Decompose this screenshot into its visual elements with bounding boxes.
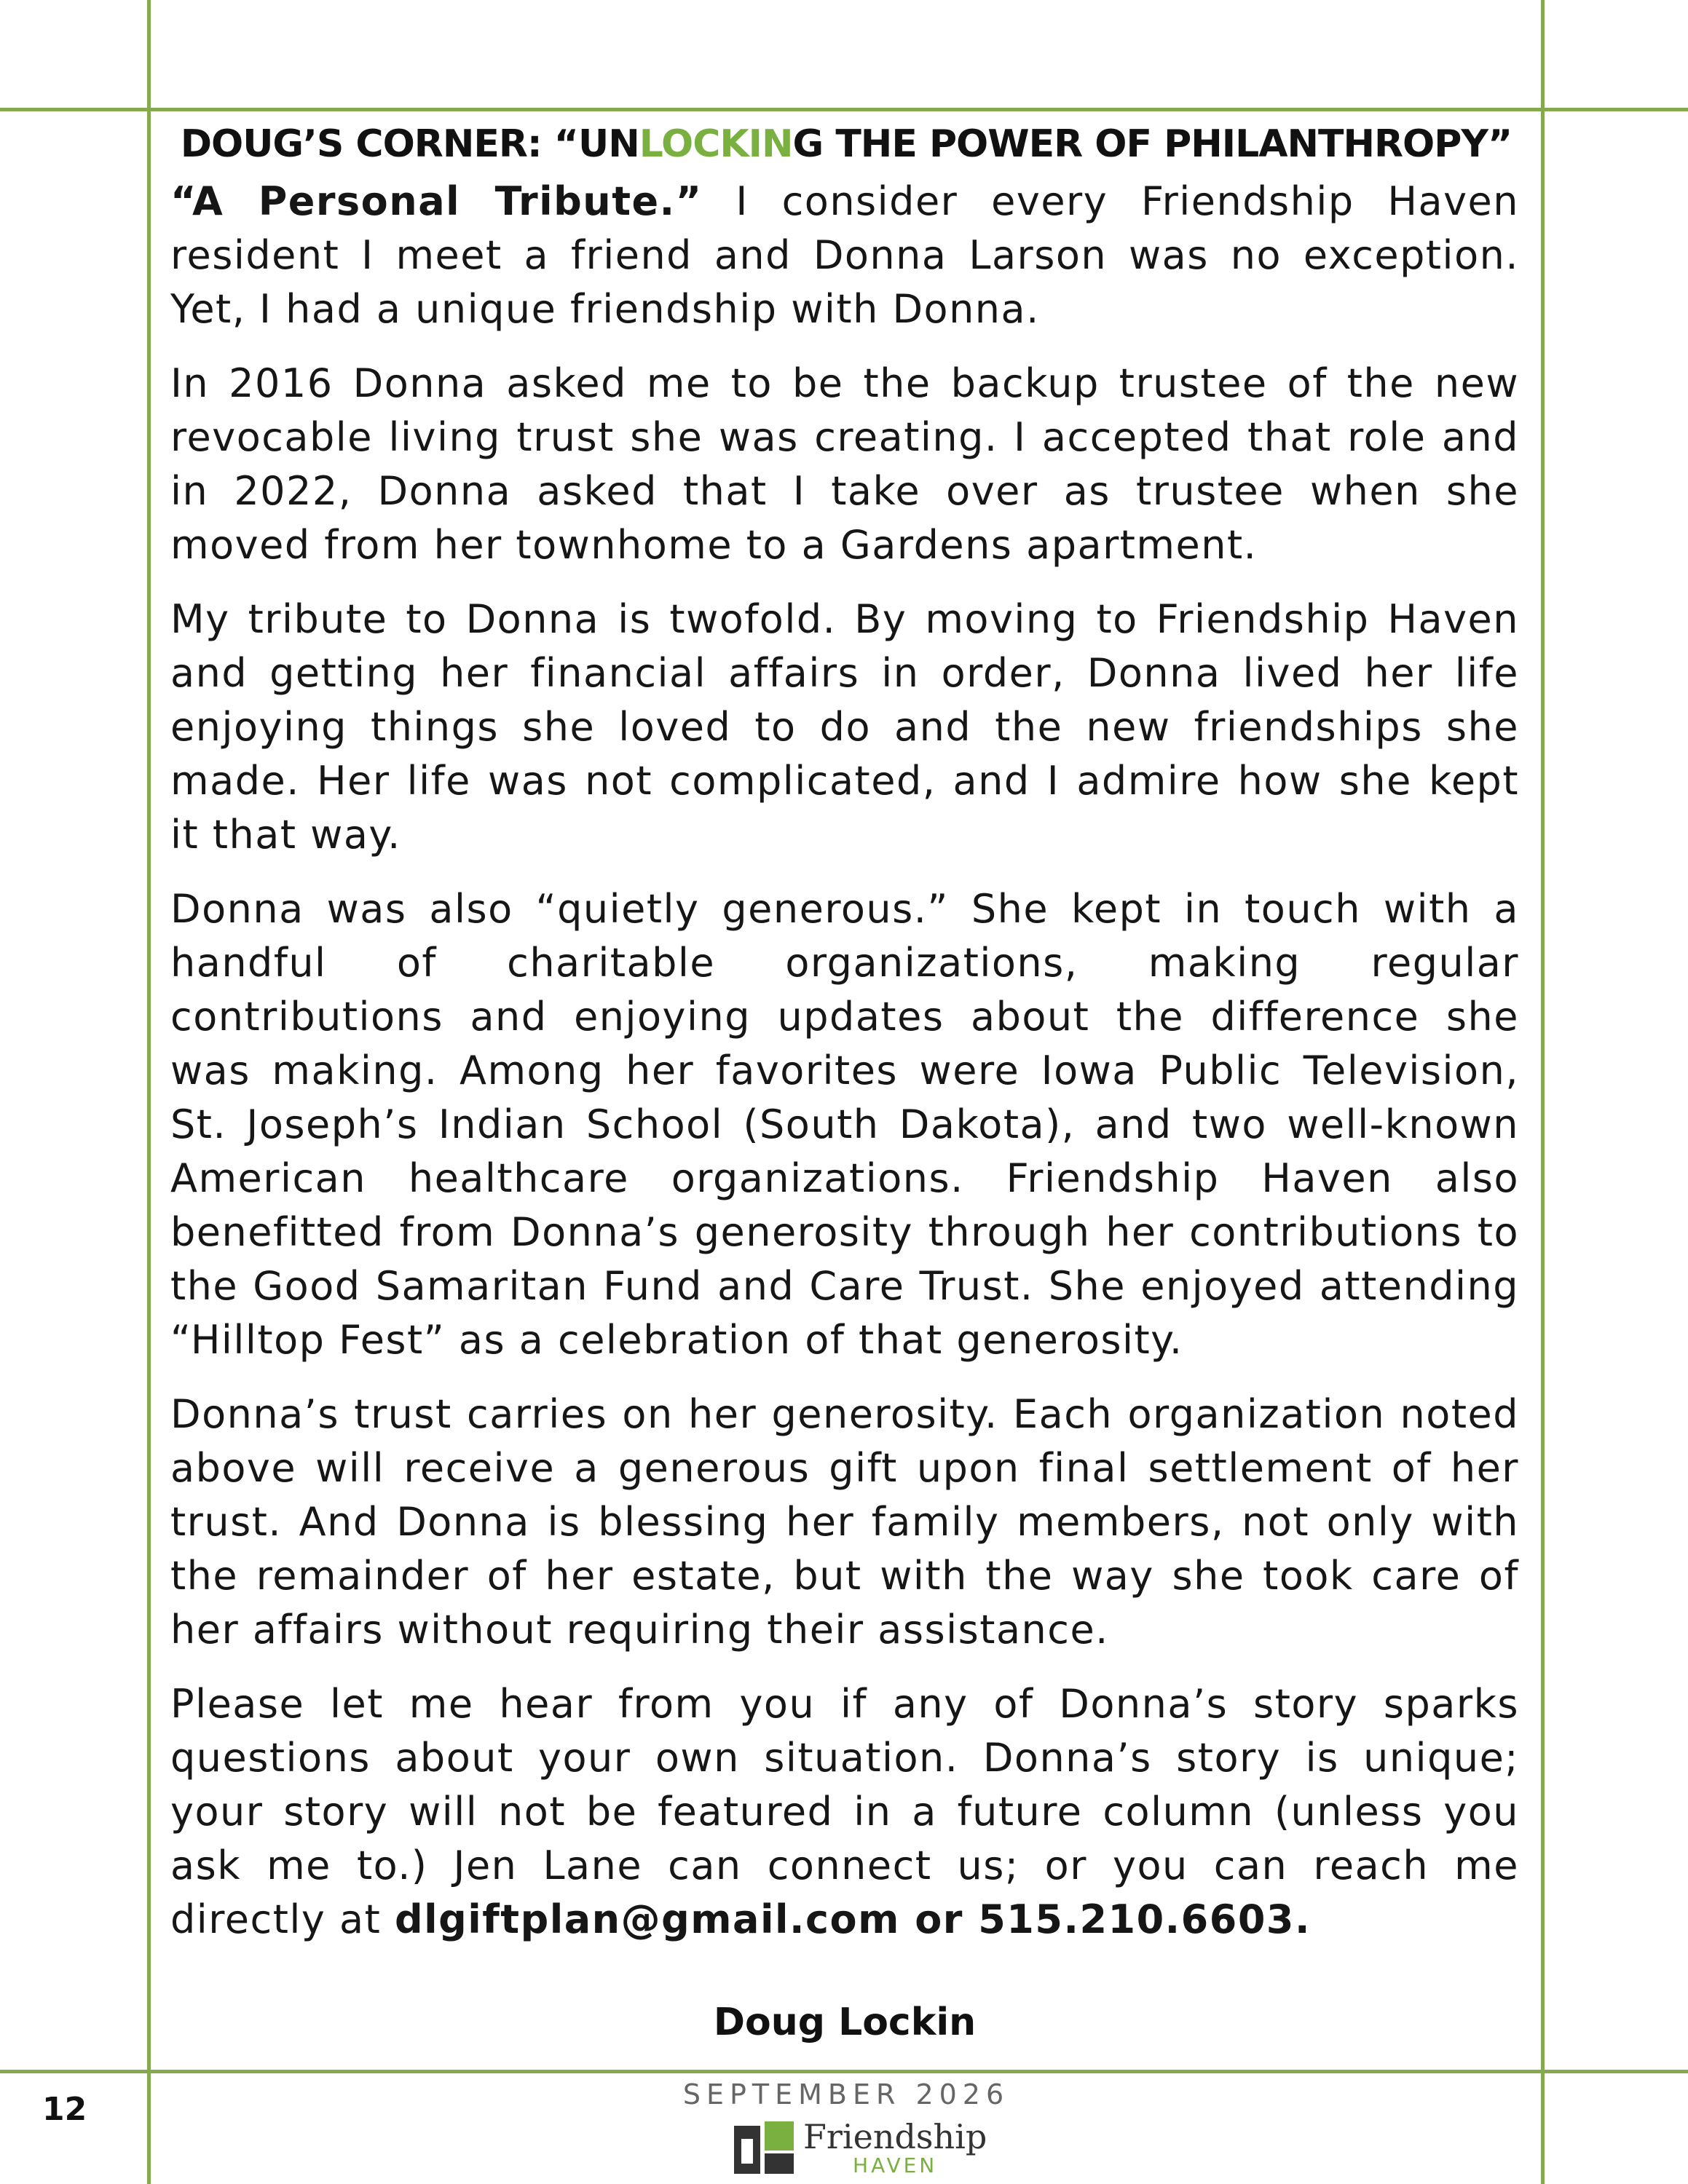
frame-top-line <box>0 108 1688 111</box>
paragraph-3: My tribute to Donna is twofold. By moving to Friendship Haven and getting her financial affairs in order, Donna lived her life enjoying things she loved to do and the new friendships she made. Her life was not complicated, and I admire how she kept it that way. <box>170 596 1519 858</box>
frame-right-line <box>1541 0 1545 2184</box>
paragraph-5: Donna’s trust carries on her generosity. Each organization noted above will receive a generous gift upon final settlement of her trust. And Donna is blessing her family members, not only with the remainder of her estate, but with the way she took care of her affairs without requiring their assistance. <box>170 1391 1519 1653</box>
frame-left-line <box>147 0 151 2184</box>
friendship-haven-logo-icon <box>728 2118 797 2177</box>
contact-info: dlgiftplan@gmail.com or 515.210.6603. <box>394 1896 1311 1942</box>
title-accent: LOCKIN <box>639 122 793 166</box>
lead-heading: “A Personal Tribute.” <box>170 178 703 224</box>
author-signature: Doug Lockin <box>713 2001 977 2044</box>
logo-name: Friendship <box>803 2117 987 2156</box>
frame-bottom-line <box>0 2070 1688 2073</box>
article-body <box>170 175 1519 1967</box>
issue-date: SEPTEMBER 2026 <box>682 2078 1010 2110</box>
paragraph-1-text: I consider every Friendship Haven resident I meet a friend and Donna Larson was no exception. Yet, I had a unique friendship with Donna. <box>170 178 1520 332</box>
footer-logo <box>728 2118 987 2177</box>
paragraph-4: Donna was also “quietly generous.” She kept in touch with a handful of charitable organizations, making regular contributions and enjoying updates about the difference she was making. Among her favorites were Iowa Public Television, St. Joseph’s Indian School (South Dakota), and two well-known American healthcare organizations. Friendship Haven also benefitted from Donna’s generosity through her contributions to the Good Samaritan Fund and Care Trust. She enjoyed attending “Hilltop Fest” as a celebration of that generosity. <box>170 886 1519 1363</box>
paragraph-1 <box>170 175 1519 336</box>
logo-subtitle: HAVEN <box>853 2153 938 2177</box>
paragraph-6 <box>170 1677 1519 1947</box>
paragraph-2: In 2016 Donna asked me to be the backup trustee of the new revocable living trust she was creating. I accepted that role and in 2022, Donna asked that I take over as trustee when she moved from her townhome to a Gardens apartment. <box>170 360 1519 568</box>
logo-wordmark <box>803 2118 987 2177</box>
title-prefix: DOUG’S CORNER: “UN <box>180 122 639 166</box>
title-suffix: G THE POWER OF PHILANTHROPY” <box>792 122 1513 166</box>
paragraph-6-text: Please let me hear from you if any of Donna’s story sparks questions about your own situation. Donna’s story is unique; your story will not be featured in a future column (unless you ask me to.) Jen Lane can connect us; or you can reach me directly at <box>170 1681 1519 1942</box>
page-number: 12 <box>42 2091 87 2128</box>
page-title <box>147 122 1545 166</box>
